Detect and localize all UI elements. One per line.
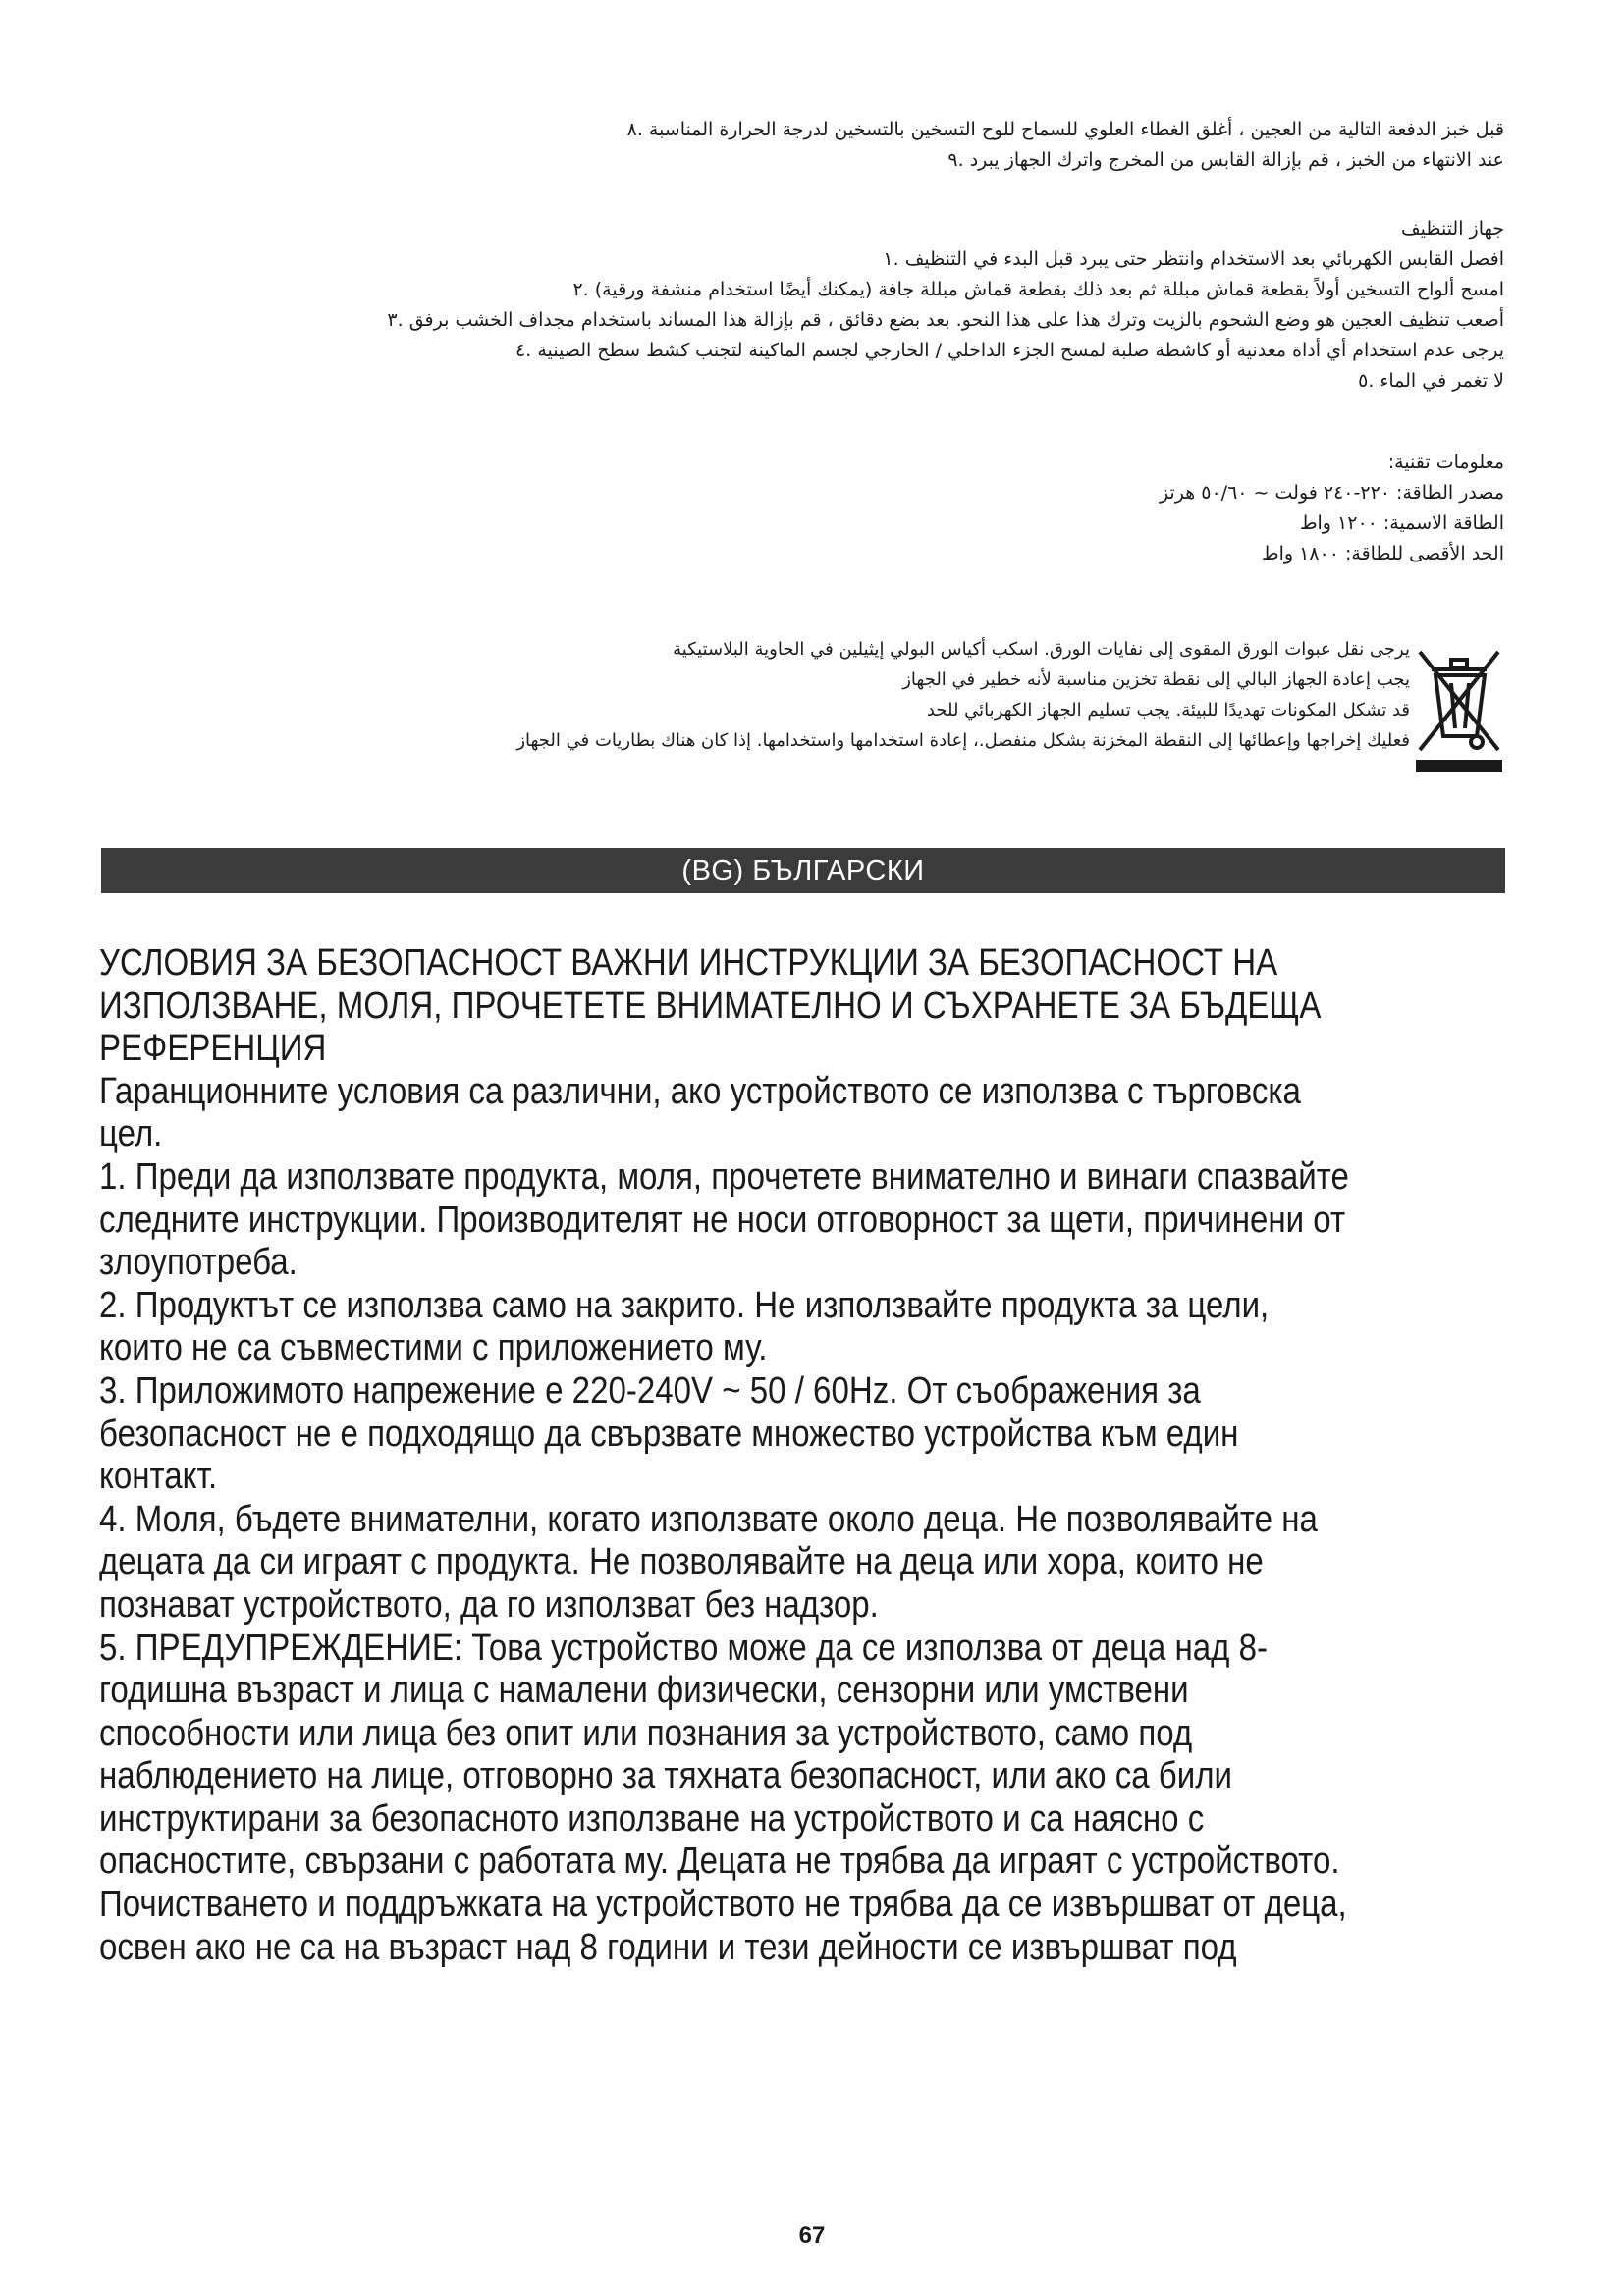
arabic-line: امسح ألواح التسخين أولاً بقطعة قماش مبللة ثم بعد ذلك بقطعة قماش مبللة جافة (يمكنك أيضًا استخدام منشفة ورقية) .٢ <box>572 279 1504 300</box>
bulgarian-line: Почистването и поддръжката на устройството не трябва да се извършват от деца, <box>99 1884 1347 1926</box>
bulgarian-line: 3. Приложимото напрежение е 220-240V ~ 50 / 60Hz. От съображения за <box>99 1369 1201 1412</box>
bulgarian-line: 4. Моля, бъдете внимателни, когато използвате около деца. Не позволявайте на <box>99 1498 1318 1540</box>
bulgarian-line: контакт. <box>99 1456 218 1498</box>
bulgarian-line: УСЛОВИЯ ЗА БЕЗОПАСНОСТ ВАЖНИ ИНСТРУКЦИИ ЗА БЕЗОПАСНОСТ НА <box>99 942 1278 984</box>
bulgarian-line: цел. <box>99 1113 163 1155</box>
bulgarian-line: 1. Преди да използвате продукта, моля, прочетете внимателно и винаги спазвайте <box>99 1155 1349 1198</box>
arabic-line: يجب إعادة الجهاز البالي إلى نقطة تخزين مناسبة لأنه خطير في الجهاز <box>902 669 1410 690</box>
arabic-line: يرجى نقل عبوات الورق المقوى إلى نفايات الورق. اسكب أكياس البولي إيثيلين في الحاوية البلاستيكية <box>673 639 1410 660</box>
arabic-line: مصدر الطاقة: ٢٢٠-٢٤٠ فولت ~ ٥٠/٦٠ هرتز <box>1159 482 1504 504</box>
arabic-cleaning-section <box>120 214 1504 397</box>
bulgarian-line: опасностите, свързани с работата му. Децата не трябва да играят с устройството. <box>99 1841 1340 1883</box>
arabic-line: فعليك إخراجها وإعطائها إلى النقطة المخزنة بشكل منفصل.، إعادة استخدامها واستخدامها. إذا كان هناك بطاريات في الجهاز <box>516 730 1410 751</box>
arabic-recycling-notice <box>232 634 1410 756</box>
page-number: 67 <box>798 2222 826 2249</box>
bulgarian-safety-text <box>99 942 1349 1969</box>
bulgarian-line: безопасност не е подходящо да свързвате множество устройства към един <box>99 1413 1239 1455</box>
arabic-technical-info <box>120 448 1504 569</box>
arabic-cleaning-title: جهاز التنظيف <box>1400 218 1504 240</box>
bulgarian-line: злоупотреба. <box>99 1242 298 1284</box>
bulgarian-line: наблюдението на лице, отговорно за тяхната безопасност, или ако са били <box>99 1755 1232 1797</box>
bulgarian-line: ИЗПОЛЗВАНЕ, МОЛЯ, ПРОЧЕТЕТЕ ВНИМАТЕЛНО И СЪХРАНЕТЕ ЗА БЪДЕЩА <box>99 985 1322 1027</box>
bulgarian-line: РЕФЕРЕНЦИЯ <box>99 1028 327 1070</box>
arabic-line: قد تشكل المكونات تهديدًا للبيئة. يجب تسليم الجهاز الكهربائي للحد <box>926 700 1410 721</box>
bulgarian-line: които не са съвместими с приложението му. <box>99 1327 768 1369</box>
arabic-line: الحد الأقصى للطاقة: ١٨٠٠ واط <box>1262 543 1504 564</box>
bulgarian-line: способности или лица без опит или познания за устройството, само под <box>99 1712 1193 1754</box>
arabic-line: أصعب تنظيف العجين هو وضع الشحوم بالزيت وترك هذا على هذا النحو. بعد بضع دقائق ، قم بإزالة هذا المساند باستخدام مجداف الخشب برفق .٣ <box>387 309 1504 331</box>
bulgarian-line: освен ако не са на възраст над 8 години и тези дейности се извършват под <box>99 1926 1237 1968</box>
bulgarian-line: годишна възраст и лица с намалени физически, сензорни или умствени <box>99 1670 1189 1712</box>
bulgarian-line: инструктирани за безопасното използване на устройството и са наясно с <box>99 1797 1205 1840</box>
bulgarian-line: познават устройството, да го използват без надзор. <box>99 1583 879 1626</box>
crossed-out-wheelie-bin-icon <box>1412 640 1506 774</box>
arabic-recipe-steps <box>120 115 1504 176</box>
arabic-line: قبل خبز الدفعة التالية من العجين ، أغلق الغطاء العلوي للسماح للوح التسخين بالتسخين لدرجة الحرارة المناسبة .٨ <box>626 119 1504 140</box>
arabic-line: افصل القابس الكهربائي بعد الاستخدام وانتظر حتى يبرد قبل البدء في التنظيف .١ <box>883 248 1504 270</box>
bulgarian-line: следните инструкции. Производителят не носи отговорност за щети, причинени от <box>99 1199 1346 1241</box>
arabic-tech-title: معلومات تقنية: <box>1387 452 1504 473</box>
arabic-line: لا تغمر في الماء .٥ <box>1358 370 1504 392</box>
arabic-line: عند الانتهاء من الخبز ، قم بإزالة القابس من المخرج واترك الجهاز يبرد .٩ <box>947 149 1504 171</box>
arabic-line: يرجى عدم استخدام أي أداة معدنية أو كاشطة صلبة لمسح الجزء الداخلي / الخارجي لجسم الماكينة لتجنب كشط سطح الصينية .٤ <box>515 340 1504 361</box>
bulgarian-line: 5. ПРЕДУПРЕЖДЕНИЕ: Това устройство може да се използва от деца над 8- <box>99 1627 1269 1669</box>
bulgarian-line: Гаранционните условия са различни, ако устройството се използва с търговска <box>99 1070 1301 1112</box>
arabic-line: الطاقة الاسمية: ١٢٠٠ واط <box>1299 512 1504 534</box>
bulgarian-line: децата да си играят с продукта. Не позволявайте на деца или хора, които не <box>99 1541 1264 1583</box>
bulgarian-line: 2. Продуктът се използва само на закрито. Не използвайте продукта за цели, <box>99 1284 1270 1326</box>
language-section-header: (BG) БЪЛГАРСКИ <box>101 848 1505 893</box>
